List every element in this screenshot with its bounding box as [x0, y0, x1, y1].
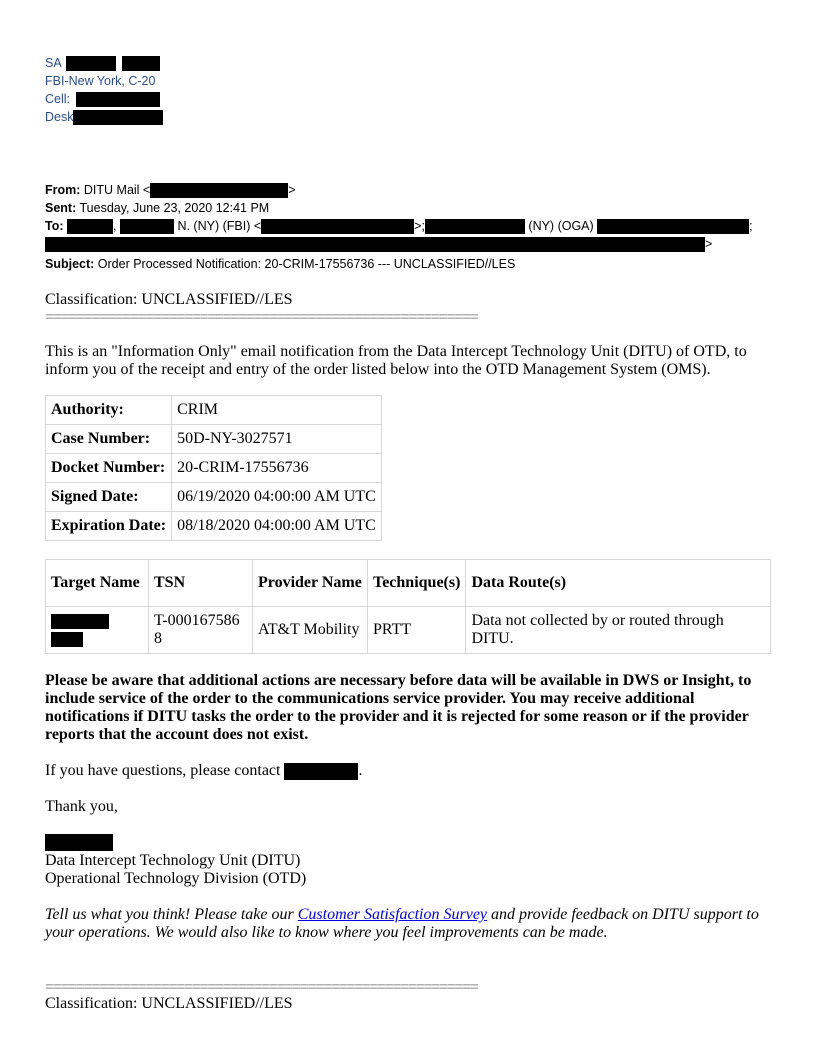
order-field-label: Expiration Date: [46, 512, 172, 541]
order-field-value: 50D-NY-3027571 [172, 425, 382, 454]
data-route-cell: Data not collected by or routed through DITU. [466, 607, 771, 654]
to-row-continued [45, 235, 765, 253]
target-name-cell [46, 607, 149, 654]
redaction-box [51, 632, 83, 647]
signature-office: FBI-New York, C-20 [45, 74, 156, 88]
order-field-value: 08/18/2020 04:00:00 AM UTC [172, 512, 382, 541]
signature-cell-line [45, 90, 163, 108]
order-details-table [45, 395, 382, 541]
signature-name-line [45, 54, 163, 72]
redaction-box [73, 110, 163, 125]
col-tsn: TSN [149, 560, 253, 607]
to-row [45, 217, 765, 235]
from-close: > [288, 183, 296, 197]
redaction-box [122, 56, 160, 71]
contact-suffix: . [358, 762, 363, 779]
target-header-row [46, 560, 771, 607]
tsn-cell: T-0001675868 [149, 607, 253, 654]
classification-bottom: Classification: UNCLASSIFIED//LES [45, 995, 293, 1012]
table-row [46, 396, 382, 425]
table-row [46, 512, 382, 541]
redaction-box [45, 237, 705, 252]
sent-value: Tuesday, June 23, 2020 12:41 PM [79, 201, 270, 215]
sent-row [45, 199, 765, 217]
to-oga: (NY) (OGA) [528, 219, 594, 233]
table-row [46, 425, 382, 454]
feedback-suffix: and provide feedback on DITU support to your operations. We would also like to know where you feel improvements can be made. [45, 906, 759, 941]
col-data-routes: Data Route(s) [466, 560, 771, 607]
to-separator: >; [414, 219, 425, 233]
target-table [45, 559, 771, 654]
survey-link[interactable]: Customer Satisfaction Survey [297, 906, 488, 923]
order-field-label: Case Number: [46, 425, 172, 454]
order-field-value: 20-CRIM-17556736 [172, 454, 382, 483]
technique-cell: PRTT [368, 607, 466, 654]
col-techniques: Technique(s) [368, 560, 466, 607]
sent-label: Sent: [45, 201, 77, 215]
table-row [46, 607, 771, 654]
to-semicolon: ; [749, 219, 753, 233]
from-row [45, 181, 765, 199]
notice-paragraph: Please be aware that additional actions are necessary before data will be available in DWS or Insight, to include service of the order to the communications service provider. You may receive additional notifications if DITU tasks the order to the provider and it is rejected for some reason or if the provider reports that the account does not exist. [45, 672, 752, 743]
thanks-line: Thank you, [45, 798, 118, 815]
col-provider-name: Provider Name [253, 560, 368, 607]
order-field-label: Docket Number: [46, 454, 172, 483]
intro-paragraph: This is an "Information Only" email notification from the Data Intercept Technology Unit (DITU) of OTD, to inform you of the receipt and entry of the order listed below into the OTD Management System (OMS). [45, 343, 747, 378]
subject-label: Subject: [45, 257, 95, 271]
unit-line-1: Data Intercept Technology Unit (DITU) [45, 852, 301, 869]
order-field-value: 06/19/2020 04:00:00 AM UTC [172, 483, 382, 512]
subject-row [45, 255, 765, 273]
redaction-box [284, 763, 358, 780]
redaction-box [425, 219, 525, 234]
redaction-box [45, 834, 113, 851]
signature-desk-line [45, 108, 163, 126]
redaction-box [150, 183, 288, 198]
unit-line-2: Operational Technology Division (OTD) [45, 870, 307, 887]
order-field-value: CRIM [172, 396, 382, 425]
signature-block [45, 54, 163, 126]
to-comma: , [113, 219, 117, 233]
redaction-box [261, 219, 414, 234]
feedback-paragraph [45, 906, 775, 942]
classification-rule-bottom: ======================================================== [45, 979, 478, 996]
from-value: DITU Mail < [83, 183, 151, 197]
redaction-box [51, 614, 109, 629]
subject-value: Order Processed Notification: 20-CRIM-17556736 --- UNCLASSIFIED//LES [97, 257, 516, 271]
email-header [45, 181, 765, 273]
redaction-box [76, 92, 160, 107]
from-label: From: [45, 183, 81, 197]
redaction-box [120, 219, 174, 234]
table-row [46, 483, 382, 512]
table-row [46, 454, 382, 483]
sender-name-redacted [45, 834, 113, 851]
to-close: > [705, 237, 713, 251]
redaction-box [67, 219, 113, 234]
to-recipient: N. (NY) (FBI) < [177, 219, 262, 233]
to-label: To: [45, 219, 64, 233]
signature-title: SA [45, 56, 61, 70]
order-field-label: Authority: [46, 396, 172, 425]
col-target-name: Target Name [46, 560, 149, 607]
order-field-label: Signed Date: [46, 483, 172, 512]
redaction-box [597, 219, 749, 234]
contact-prefix: If you have questions, please contact [45, 762, 281, 779]
provider-cell: AT&T Mobility [253, 607, 368, 654]
classification-rule-top: ======================================================== [45, 309, 478, 326]
signature-cell-label: Cell: [45, 92, 71, 106]
signature-desk-label: Desk [45, 110, 74, 124]
contact-line [45, 762, 775, 780]
feedback-prefix: Tell us what you think! Please take our [45, 906, 298, 923]
classification-top: Classification: UNCLASSIFIED//LES [45, 291, 293, 308]
redaction-box [66, 56, 116, 71]
